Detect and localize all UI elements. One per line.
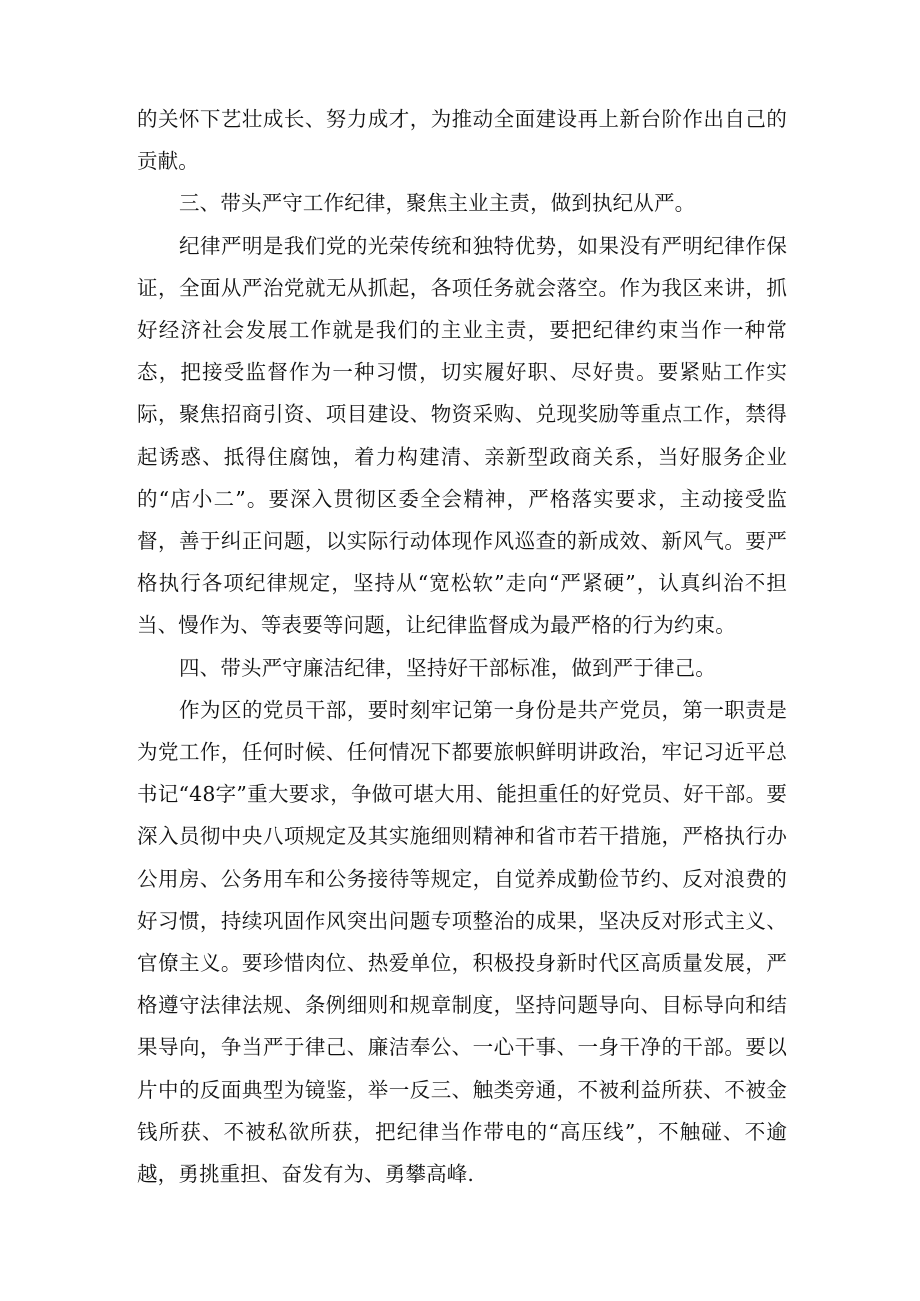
- section-heading-three: 三、带头严守工作纪律，聚焦主业主责，做到执纪从严。: [179, 191, 696, 216]
- paragraph-continuation: 的关怀下艺壮成长、努力成才，为推动全面建设再上新台阶作出自己的贡献。: [137, 107, 787, 174]
- paragraph-integrity-discipline: 作为区的党员干部，要时刻牢记第一身份是共产党员，第一职责是为党工作，任何时候、任何情况下都要旅帜鲜明讲政治，牢记习近平总书记“48字”重大要求，争做可堪大用、能担重任的好党员、好干部。要深入员彻中央八项规定及其实施细则精神和省市若干措施，严格执行办公用房、公务用车和公务接待等规定，自觉养成勤俭节约、反对浪费的好习惯，持续巩固作风突出问题专项整治的成果，坚决反对形式主义、官僚主义。要珍惜肉位、热爱单位，积极投身新时代区高质量发展，严格遵守法律法规、条例细则和规章制度，坚持问题导向、目标导向和结果导向，争当严于律己、廉洁奉公、一心干事、一身干净的干部。要以片中的反面典型为镜鉴，举一反三、触类旁通，不被利益所获、不被金钱所获、不被私欲所获，把纪律当作带电的“高压线”，不触碰、不逾越，勇挑重担、奋发有为、勇攀高峰.: [137, 697, 787, 1187]
- section-heading-four: 四、带头严守廉洁纪律，坚持好干部标准，做到严于律己。: [179, 655, 716, 680]
- paragraph-work-discipline: 纪律严明是我们党的光荣传统和独特优势，如果没有严明纪律作保证，全面从严治党就无从抓起，各项任务就会落空。作为我区来讲，抓好经济社会发展工作就是我们的主业主责，要把纪律约束当作一种常态，把接受监督作为一种习惯，切实履好职、尽好贵。要紧贴工作实际，聚焦招商引资、项目建设、物资采购、兑现奖励等重点工作，禁得起诱惑、抵得住腐蚀，着力构建清、亲新型政商关系，当好服务企业的“店小二”。要深入贯彻区委全会精神，严格落实要求，主动接受监督，善于纠正问题，以实际行动体现作风巡查的新成效、新风气。要严格执行各项纪律规定，坚持从“宽松软”走向“严紧硬”，认真纠治不担当、慢作为、等表要等问题，让纪律监督成为最严格的行为约束。: [137, 233, 787, 638]
- document-body: [137, 98, 787, 1195]
